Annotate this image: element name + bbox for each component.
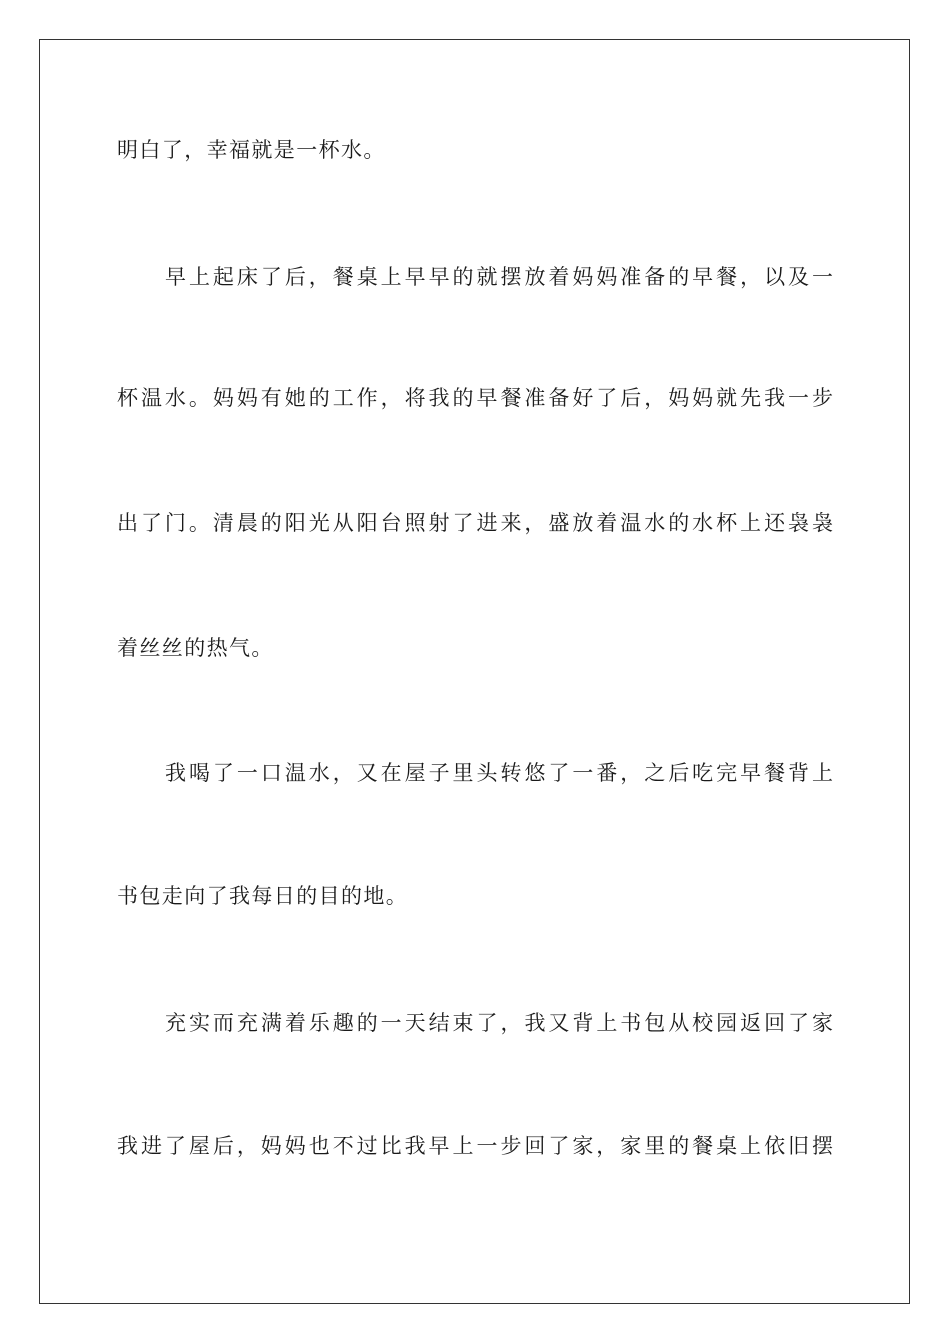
paragraph-2-line-2: 杯温水。妈妈有她的工作，将我的早餐准备好了后，妈妈就先我一步 — [117, 386, 833, 410]
paragraph-4-line-1: 充实而充满着乐趣的一天结束了，我又背上书包从校园返回了家 — [165, 1011, 833, 1035]
page-border — [39, 39, 910, 1304]
paragraph-2-line-3: 出了门。清晨的阳光从阳台照射了进来，盛放着温水的水杯上还袅袅 — [117, 511, 833, 535]
paragraph-2-line-1: 早上起床了后，餐桌上早早的就摆放着妈妈准备的早餐，以及一 — [165, 265, 833, 289]
paragraph-4-line-2: 我进了屋后，妈妈也不过比我早上一步回了家，家里的餐桌上依旧摆 — [117, 1134, 833, 1158]
paragraph-2-line-4: 着丝丝的热气。 — [117, 636, 274, 660]
text-line-1: 明白了，幸福就是一杯水。 — [117, 138, 386, 162]
paragraph-3-line-1: 我喝了一口温水，又在屋子里头转悠了一番，之后吃完早餐背上 — [165, 761, 833, 785]
paragraph-3-line-2: 书包走向了我每日的目的地。 — [117, 884, 409, 908]
